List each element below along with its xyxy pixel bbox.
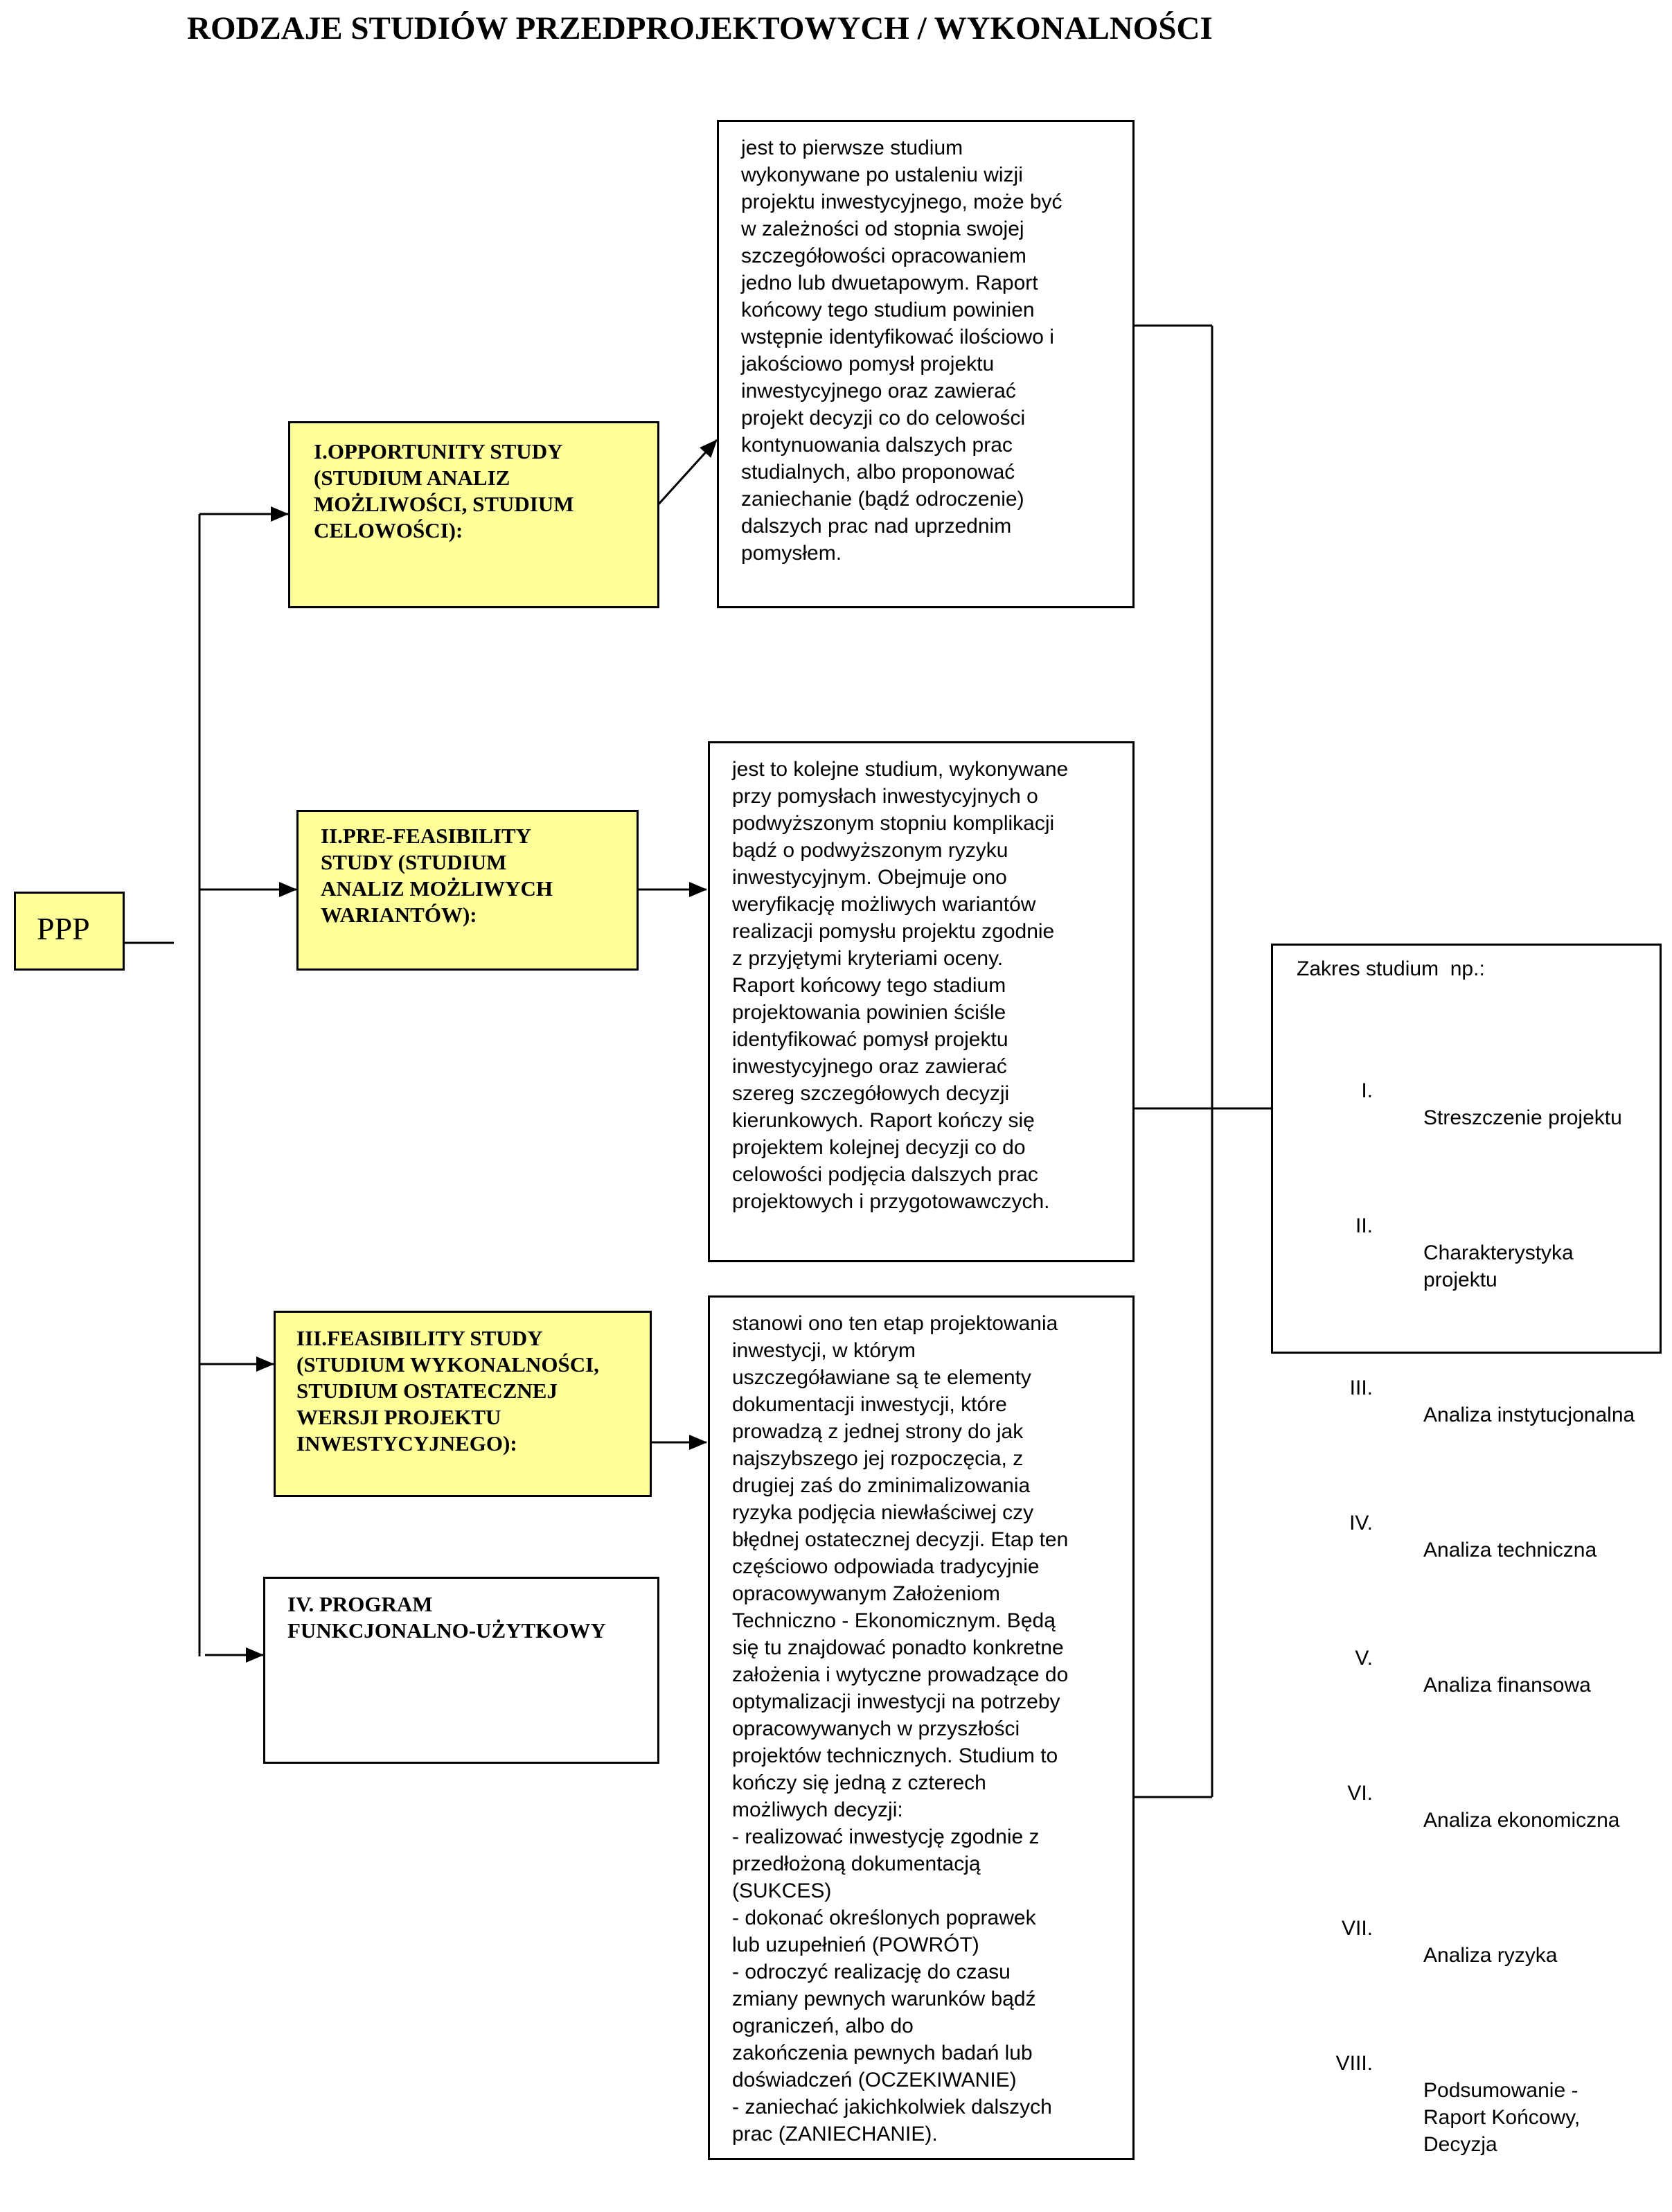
scope-item-number: VII. xyxy=(1341,1917,1373,1940)
description-box-pre-feasibility xyxy=(708,741,1135,1262)
study-label-opportunity: I.OPPORTUNITY STUDY (STUDIUM ANALIZ MOŻLIWOŚCI, STUDIUM CELOWOŚCI): xyxy=(314,439,574,542)
study-box-program xyxy=(263,1577,659,1764)
scope-item xyxy=(1297,1483,1657,1591)
scope-item-number: II. xyxy=(1355,1214,1373,1237)
scope-item xyxy=(1297,1347,1657,1456)
study-label-feasibility: III.FEASIBILITY STUDY (STUDIUM WYKONALNOŚCI, STUDIUM OSTATECZNEJ WERSJI PROJEKTU INWESTYCYJNEGO): xyxy=(296,1326,599,1456)
study-box-feasibility xyxy=(274,1311,652,1497)
scope-item-text: Analiza techniczna xyxy=(1423,1539,1597,1561)
scope-item-text: Charakterystyka projektu xyxy=(1423,1241,1574,1291)
description-box-feasibility xyxy=(708,1295,1135,2160)
scope-item xyxy=(1297,1753,1657,1861)
scope-item-text: Analiza ryzyka xyxy=(1423,1944,1558,1967)
scope-item-number: VIII. xyxy=(1335,2052,1373,2075)
scope-box xyxy=(1271,944,1662,2156)
scope-item-text: Analiza ekonomiczna xyxy=(1423,1809,1620,1832)
scope-item-number: I. xyxy=(1361,1079,1373,1102)
scope-item-number: IV. xyxy=(1349,1512,1373,1534)
arrow-study1-to-desc xyxy=(650,440,717,514)
study-box-pre-feasibility xyxy=(296,810,639,971)
scope-item xyxy=(1297,1050,1657,1158)
description-text-opportunity: jest to pierwsze studium wykonywane po ustaleniu wizji projektu inwestycyjnego, może być w zależności od stopnia swojej szczegółowości opracowaniem jedno lub dwuetapowym. Raport końcowy tego studium powinien wstępnie identyfikować ilościowo i jakościowo pomysł projektu inwestycyjnego oraz zawierać projekt decyzji co do celowości kontynuowania dalszych prac studialnych, albo proponować zaniechanie (bądź odroczenie) dalszych prac nad uprzednim pomysłem. xyxy=(741,136,1062,565)
scope-item-number: VI. xyxy=(1347,1782,1373,1805)
page-title: RODZAJE STUDIÓW PRZEDPROJEKTOWYCH / WYKONALNOŚCI xyxy=(187,10,1213,46)
ppp-label: PPP xyxy=(37,911,90,946)
study-label-pre-feasibility: II.PRE-FEASIBILITY STUDY (STUDIUM ANALIZ MOŻLIWYCH WARIANTÓW): xyxy=(321,824,553,927)
scope-item xyxy=(1297,2023,1657,2185)
scope-item-text: Podsumowanie - Raport Końcowy, Decyzja xyxy=(1423,2079,1581,2156)
scope-list xyxy=(1297,1023,1657,2212)
ppp-box xyxy=(14,892,125,971)
description-box-opportunity xyxy=(717,120,1135,608)
study-box-opportunity xyxy=(288,421,659,608)
scope-item-text: Analiza finansowa xyxy=(1423,1674,1591,1697)
scope-heading: Zakres studium np.: xyxy=(1297,957,1485,980)
scope-item-number: V. xyxy=(1355,1647,1373,1670)
scope-item-text: Streszczenie projektu xyxy=(1423,1106,1622,1129)
scope-item xyxy=(1297,1618,1657,1726)
description-text-feasibility: stanowi ono ten etap projektowania inwestycji, w którym uszczegóławiane są te elementy dokumentacji inwestycji, które prowadzą z jednej strony do jak najszybszego jej rozpoczęcia, z drugiej zaś do zminimalizowania ryzyka podjęcia niewłaściwej czy błędnej ostatecznej decyzji. Etap ten częściowo odpowiada tradycyjnie opracowywanym Założeniom Techniczno - Ekonomicznym. Będą się tu znajdować ponadto konkretne założenia i wytyczne prowadzące do optymalizacji inwestycji na potrzeby opracowywanych w przyszłości projektów technicznych. Studium to kończy się jedną z czterech możliwych decyzji: - realizować inwestycję zgodnie z przedłożoną dokumentacją (SUKCES) - dokonać określonych poprawek lub uzupełnień (POWRÓT) - odroczyć realizację do czasu zmiany pewnych warunków bądź ograniczeń, albo do zakończenia pewnych badań lub doświadczeń (OCZEKIWANIE) - zaniechać jakichkolwiek dalszych prac (ZANIECHANIE). xyxy=(732,1312,1069,2145)
scope-item-number: III. xyxy=(1349,1377,1373,1399)
scope-item xyxy=(1297,1888,1657,1996)
description-text-pre-feasibility: jest to kolejne studium, wykonywane przy pomysłach inwestycyjnych o podwyższonym stopniu komplikacji bądź o podwyższonym ryzyku inwestycyjnym. Obejmuje ono weryfikację możliwych wariantów realizacji pomysłu projektu zgodnie z przyjętymi kryteriami oceny. Raport końcowy tego stadium projektowania powinien ściśle identyfikować pomysł projektu inwestycyjnego oraz zawierać szereg szczegółowych decyzji kierunkowych. Raport kończy się projektem kolejnej decyzji co do celowości podjęcia dalszych prac projektowych i przygotowawczych. xyxy=(732,758,1069,1213)
scope-item xyxy=(1297,1185,1657,1320)
scope-item-text: Analiza instytucjonalna xyxy=(1423,1404,1635,1426)
study-label-program: IV. PROGRAM FUNKCJONALNO-UŻYTKOWY xyxy=(287,1592,606,1643)
